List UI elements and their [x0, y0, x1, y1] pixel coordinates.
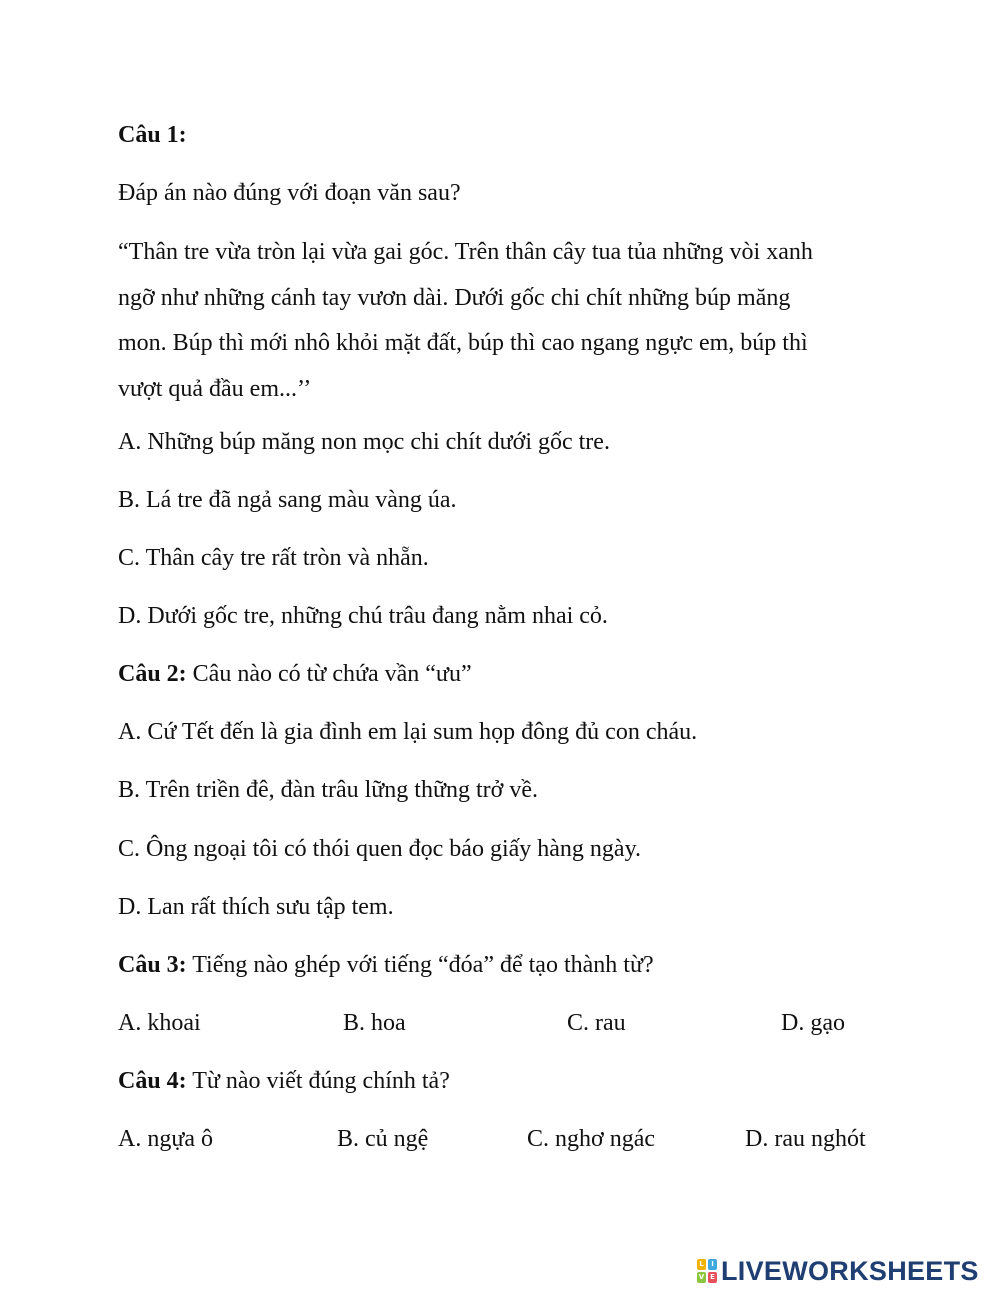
q3-option-d[interactable]: D. gạo	[781, 1010, 845, 1036]
logo-block: L	[697, 1259, 706, 1270]
passage-line: vượt quả đầu em...’’	[118, 375, 312, 402]
q1-label: Câu 1:	[118, 122, 187, 148]
q2-label: Câu 2:	[118, 661, 187, 687]
q2-option-c[interactable]: C. Ông ngoại tôi có thói quen đọc báo giấy hàng ngày.	[118, 836, 642, 862]
q4-label: Câu 4:	[118, 1068, 187, 1094]
logo-blocks-icon	[697, 1259, 717, 1283]
q1-prompt: Đáp án nào đúng với đoạn văn sau?	[118, 180, 461, 206]
logo-block: V	[698, 1273, 705, 1281]
q3-prompt: Tiếng nào ghép với tiếng “đóa” để tạo thành từ?	[186, 952, 654, 978]
logo-text: LIVEWORKSHEETS	[721, 1255, 979, 1286]
passage-line: “Thân tre vừa tròn lại vừa gai góc. Trên thân cây tua tủa những vòi xanh	[118, 239, 813, 265]
q4-prompt: Từ nào viết đúng chính tả?	[186, 1068, 450, 1094]
q1-option-b[interactable]: B. Lá tre đã ngả sang màu vàng úa.	[118, 487, 457, 513]
q2-prompt: Câu nào có từ chứa vần “ưu”	[186, 661, 472, 687]
q3-option-c[interactable]: C. rau	[567, 1010, 626, 1036]
logo-block: I	[708, 1259, 717, 1270]
q1-option-c[interactable]: C. Thân cây tre rất tròn và nhẵn.	[118, 545, 429, 571]
passage-line: ngỡ như những cánh tay vươn dài. Dưới gốc chi chít những búp măng	[118, 284, 791, 311]
q4-option-d[interactable]: D. rau nghót	[745, 1126, 866, 1152]
q2-option-a[interactable]: A. Cứ Tết đến là gia đình em lại sum họp đông đủ con cháu.	[118, 719, 698, 745]
logo-block: E	[708, 1272, 717, 1283]
q2-option-b[interactable]: B. Trên triền đê, đàn trâu lững thững trở về.	[118, 777, 538, 803]
passage-line: mon. Búp thì mới nhô khỏi mặt đất, búp thì cao ngang ngực em, búp thì	[118, 330, 808, 356]
q4-option-b[interactable]: B. củ ngệ	[337, 1126, 429, 1152]
q3-label: Câu 3:	[118, 952, 187, 978]
q3-heading	[118, 950, 654, 980]
liveworksheets-logo	[697, 1254, 979, 1288]
q1-option-a[interactable]: A. Những búp măng non mọc chi chít dưới gốc tre.	[118, 429, 610, 455]
q2-option-d[interactable]: D. Lan rất thích sưu tập tem.	[118, 894, 394, 920]
q1-passage	[118, 230, 888, 412]
q3-option-a[interactable]: A. khoai	[118, 1010, 201, 1036]
q1-option-d[interactable]: D. Dưới gốc tre, những chú trâu đang nằm nhai cỏ.	[118, 603, 608, 629]
q2-heading	[118, 659, 472, 689]
q3-option-b[interactable]: B. hoa	[343, 1010, 406, 1036]
q4-option-a[interactable]: A. ngựa ô	[118, 1126, 213, 1152]
q4-heading	[118, 1066, 450, 1096]
q4-option-c[interactable]: C. nghơ ngác	[527, 1126, 656, 1152]
